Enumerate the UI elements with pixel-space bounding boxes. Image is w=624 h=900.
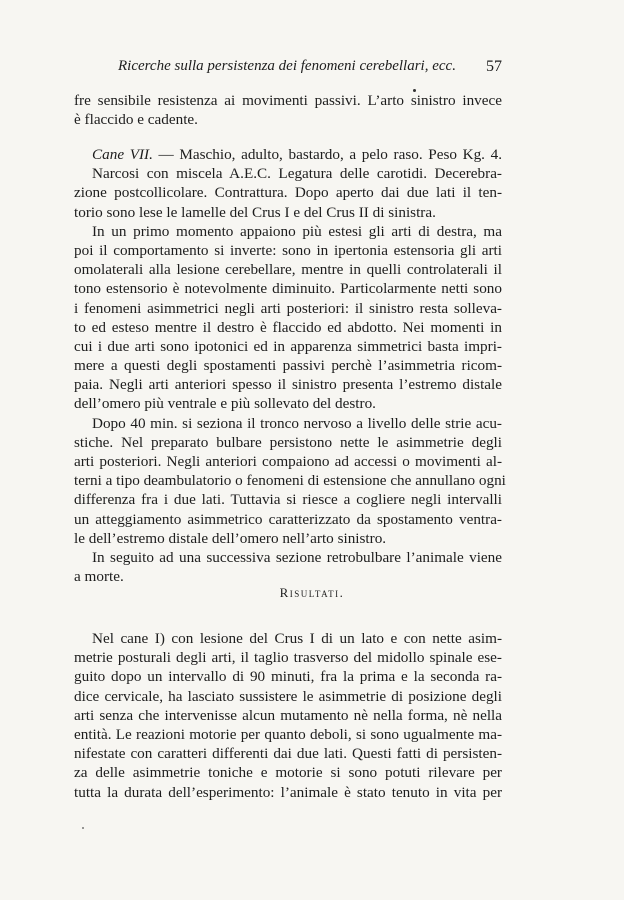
text-line: tono estensorio è notevolmente diminuito. Particolarmente netti sono — [74, 280, 502, 298]
text-line: metrie posturali degli arti, il taglio trasverso del midollo spinale ese- — [74, 649, 502, 667]
text-line: In un primo momento appaiono più estesi gli arti di destra, ma — [92, 222, 502, 240]
paragraph-continuation — [74, 91, 502, 129]
text-line: dice cervicale, ha lasciato sussistere le asimmetrie di posizione degli — [74, 687, 502, 705]
text-line: tutta la durata dell’esperimento: l’animale è stato tenuto in vita per — [74, 783, 502, 801]
text-line: entità. Le reazioni motorie per quanto deboli, si sono ugualmente ma- — [74, 725, 502, 743]
text-line: Nel cane I) con lesione del Crus I di un lato e con nette asim- — [92, 630, 502, 647]
text-line: terni a tipo deambulatorio o fenomeni di estensione che annullano ogni — [74, 472, 506, 490]
case-report-cane-vii — [74, 145, 506, 586]
text-line: za delle asimmetrie toniche e motorie si sono potuti rilevare per — [74, 764, 502, 782]
text-line: nifestate con caratteri differenti dai due lati. Questi fatti di persisten- — [74, 745, 502, 763]
text-line: cui i due arti sono ipotonici ed in apparenza simmetrici basta impri- — [74, 337, 502, 355]
text-line: le dell’estremo distale dell’omero nell’arto sinistro. — [74, 529, 387, 547]
text-line-case-title: Cane VII. — Maschio, adulto, bastardo, a pelo raso. Peso Kg. 4. — [92, 146, 502, 163]
text-line: Narcosi con miscela A.E.C. Legatura delle carotidi. Decerebra- — [92, 165, 502, 183]
text-line: fre sensibile resistenza ai movimenti passivi. L’arto sinistro invece — [74, 92, 502, 109]
text-line: arti senza che intervenisse alcun mutamento nè nella forma, nè nella — [74, 706, 502, 724]
text-line: un atteggiamento asimmetrico caratterizzato da spostamento ventra- — [74, 510, 502, 528]
text-line: zione postcollicolare. Contrattura. Dopo aperto dai due lati il ten- — [74, 184, 502, 202]
text-line: torio sono lese le lamelle del Crus I e del Crus II di sinistra. — [74, 203, 436, 221]
text-line: è flaccido e cadente. — [74, 111, 198, 129]
text-line: dell’omero più ventrale e più sollevato del destro. — [74, 395, 376, 413]
text-line: paia. Negli arti anteriori spesso il sinistro presenta l’estremo distale — [74, 376, 502, 394]
results-paragraph — [74, 629, 502, 802]
text-line: a morte. — [74, 568, 124, 586]
text-line: guito dopo un intervallo di 90 minuti, fra la prima e la seconda ra- — [74, 668, 502, 686]
text-line: Dopo 40 min. si seziona il tronco nervoso a livello delle strie acu- — [92, 414, 502, 432]
text-line: to ed esteso mentre il destro è flaccido ed abdotto. Nei momenti in — [74, 318, 502, 336]
text-line: stiche. Nel preparato bulbare persistono nette le asimmetrie degli — [74, 433, 502, 451]
text-line: omolaterali alla lesione cerebellare, mentre in quelli controlaterali il — [74, 261, 502, 279]
section-heading-risultati: Risultati. — [279, 585, 345, 600]
text-line: i fenomeni asimmetrici negli arti posteriori: il sinistro resta solleva- — [74, 299, 502, 317]
text-line: poi il comportamento si inverte: sono in ipertonia estensoria gli arti — [74, 241, 502, 259]
text-line: arti posteriori. Negli anteriori compaiono ad accessi o movimenti al- — [74, 453, 502, 470]
print-speck — [82, 827, 84, 829]
page-number: 57 — [486, 58, 502, 75]
running-title: Ricerche sulla persistenza dei fenomeni cerebellari, ecc. — [118, 58, 456, 74]
running-header — [74, 58, 502, 80]
text-line: mere a questi degli spostamenti passivi perchè l’asimmetria ricom- — [74, 357, 502, 375]
text-line: differenza fra i due lati. Tuttavia si riesce a cogliere negli intervalli — [74, 491, 502, 509]
text-line: In seguito ad una successiva sezione retrobulbare l’animale viene — [92, 548, 502, 566]
